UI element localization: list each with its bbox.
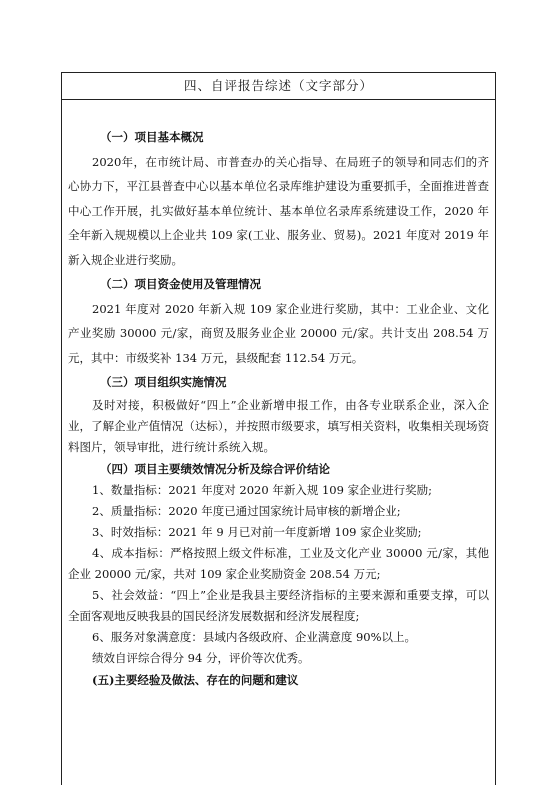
heading-experience: (五)主要经验及做法、存在的问题和建议 [92, 672, 299, 687]
list-item: 绩效自评综合得分 94 分，评价等次优秀。 [92, 650, 310, 665]
paragraph-implementation: 及时对接，积极做好“四上”企业新增申报工作，由各专业联系企业，深入企业，了解企业产值情况（达标），并按照市级要求，填写相关资料，收集相关现场资料图片，领导审批，进行统计系统入规。 [68, 397, 489, 454]
heading-implementation: （三）项目组织实施情况 [100, 375, 227, 389]
list-item: 6、服务对象满意度：县域内各级政府、企业满意度 90%以上。 [92, 629, 417, 644]
list-item: 2、质量指标：2020 年度已通过国家统计局审核的新增企业; [92, 503, 401, 518]
report-content [68, 125, 489, 691]
report-frame [61, 72, 496, 785]
heading-fund-usage: （二）项目资金使用及管理情况 [100, 277, 261, 291]
list-item: 5、社会效益：“四上”企业是我县主要经济指标的主要来源和重要支撑，可以全面客观地反映我县的国民经济发展数据和经济发展程度; [68, 587, 489, 623]
list-item: 3、时效指标：2021 年 9 月已对前一年度新增 109 家企业奖励; [92, 524, 422, 539]
section-title: 四、自评报告综述（文字部分） [62, 73, 495, 100]
list-item: 1、数量指标：2021 年度对 2020 年新入规 109 家企业进行奖励; [92, 482, 432, 497]
paragraph-fund-usage: 2021 年度对 2020 年新入规 109 家企业进行奖励，其中：工业企业、文化产业奖励 30000 元/家，商贸及服务业企业 20000 元/家。共计支出 208.54 万元，其中：市级奖补 134 万元，县级配套 112.54 万元。 [68, 301, 489, 365]
heading-performance: （四）项目主要绩效情况分析及综合评价结论 [100, 461, 330, 476]
paragraph-basic-overview: 2020年，在市统计局、市普查办的关心指导、在局班子的领导和同志们的齐心协力下，平江县普查中心以基本单位名录库维护建设为重要抓手，全面推进普查中心工作开展，扎实做好基本单位统计、基本单位名录库系统建设工作，2020 年全年新入规规模以上企业共 109 家(工业、服务业、贸易)。2021 年度对 2019 年新入规企业进行奖励。 [68, 154, 489, 267]
heading-basic-overview: （一）项目基本概况 [100, 130, 204, 144]
list-item: 4、成本指标：严格按照上级文件标准，工业及文化产业 30000 元/家，其他企业 20000 元/家，共对 109 家企业奖励资金 208.54 万元; [68, 545, 489, 581]
